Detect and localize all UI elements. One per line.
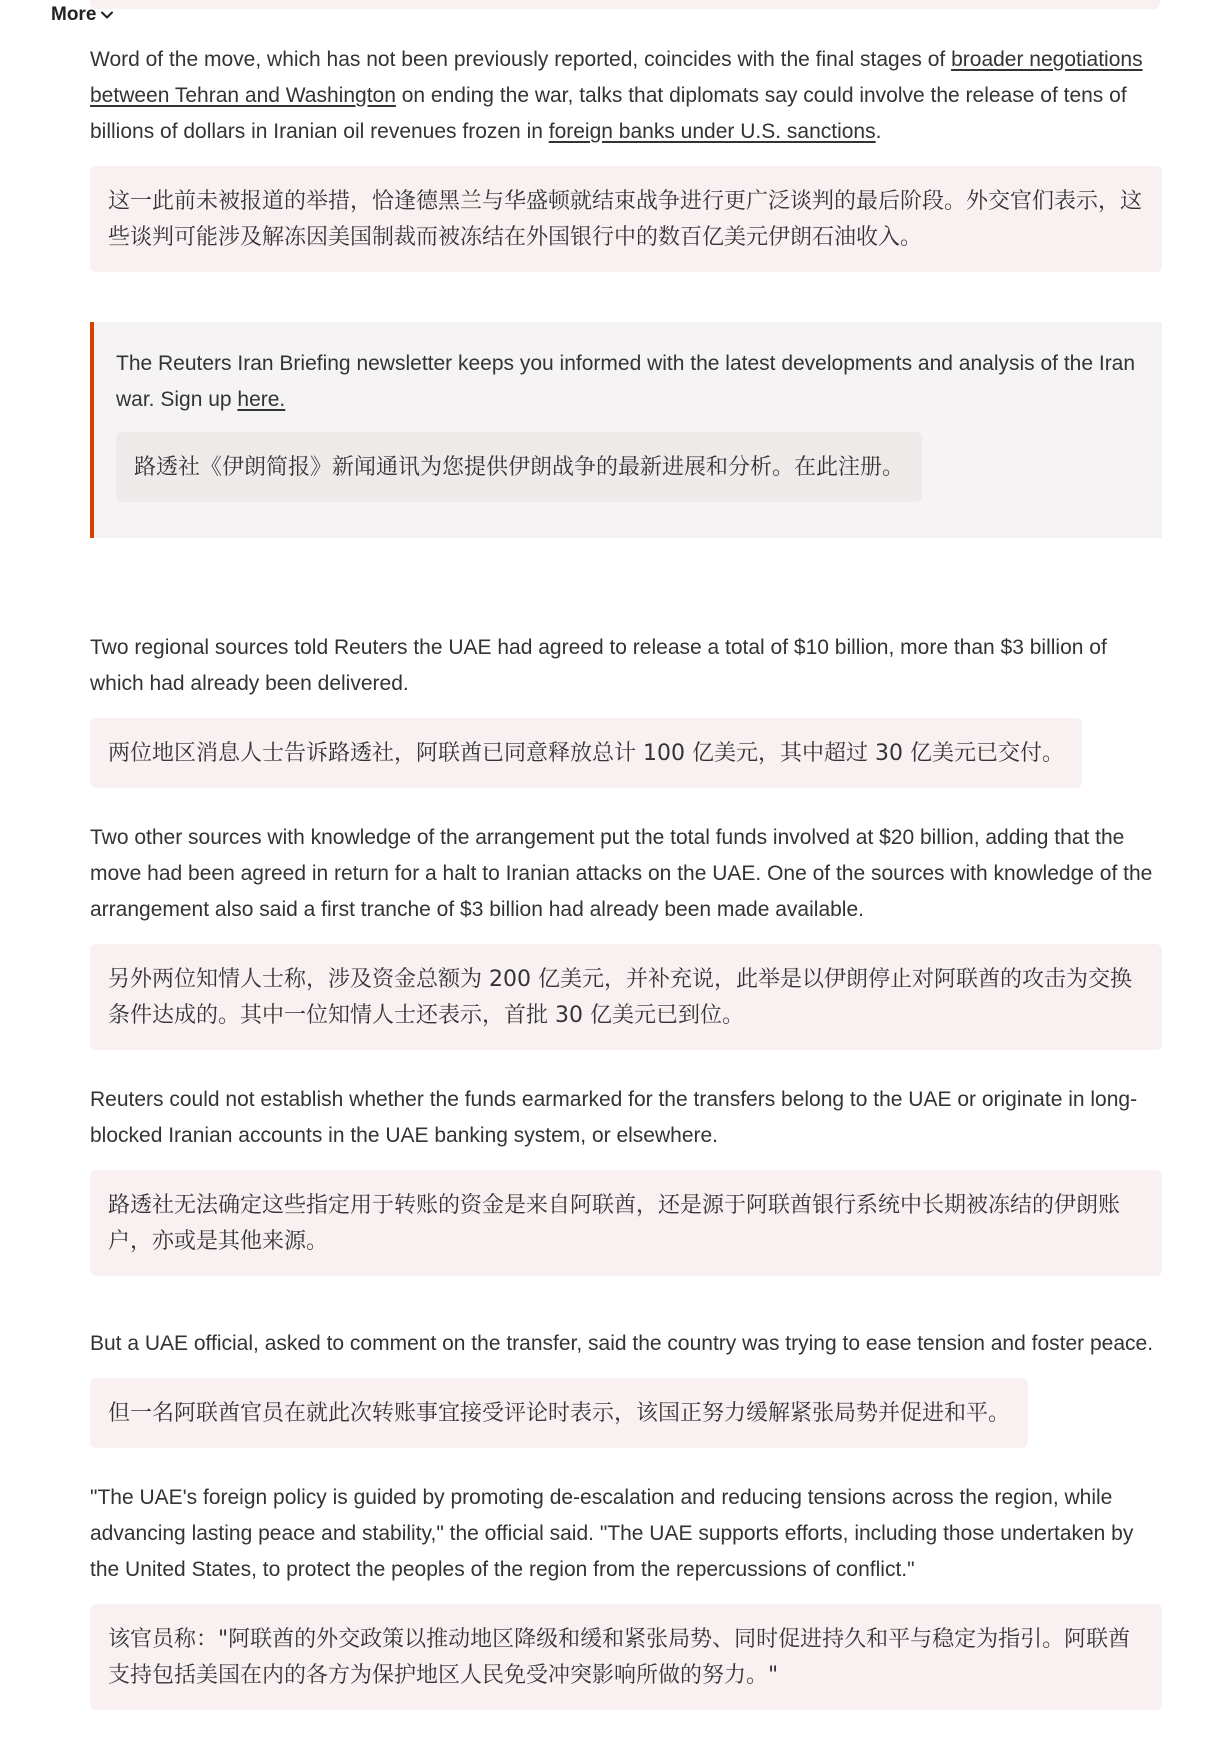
paragraph-block — [90, 820, 1162, 1050]
signup-link[interactable]: here. — [237, 388, 286, 411]
paragraph-block — [90, 1326, 1162, 1448]
sanctions-link[interactable]: foreign banks under U.S. sanctions — [548, 120, 876, 143]
paragraph-text: Two other sources with knowledge of the arrangement put the total funds involved at $20 billion, adding that the move had been agreed in return for a halt to Iranian attacks on the UAE. One of the sources with knowledge of the arrangement also said a first tranche of $3 billion had already been made available. — [90, 826, 1153, 921]
promo-text — [116, 346, 1138, 418]
paragraph-text-segment: . — [875, 120, 882, 143]
more-toggle[interactable] — [51, 4, 114, 26]
newsletter-promo — [90, 322, 1162, 538]
translation-block: 路透社无法确定这些指定用于转账的资金是来自阿联酋，还是源于阿联酋银行系统中长期被冻结的伊朗账户，亦或是其他来源。 — [90, 1170, 1162, 1276]
translation-block: 这一此前未被报道的举措，恰逢德黑兰与华盛顿就结束战争进行更广泛谈判的最后阶段。外交官们表示，这些谈判可能涉及解冻因美国制裁而被冻结在外国银行中的数百亿美元伊朗石油收入。 — [90, 166, 1162, 272]
translation-block: 另外两位知情人士称，涉及资金总额为 200 亿美元，并补充说，此举是以伊朗停止对阿联酋的攻击为交换条件达成的。其中一位知情人士还表示，首批 30 亿美元已到位。 — [90, 944, 1162, 1050]
paragraph-block — [90, 630, 1162, 788]
paragraph-text — [90, 42, 1162, 150]
paragraph-block — [90, 42, 1162, 272]
more-label: More — [51, 4, 97, 25]
chevron-down-icon — [100, 8, 114, 22]
translation-block: 该官员称："阿联酋的外交政策以推动地区降级和缓和紧张局势、同时促进持久和平与稳定为指引。阿联酋支持包括美国在内的各方为保护地区人民免受冲突影响所做的努力。" — [90, 1604, 1162, 1710]
paragraph-block — [90, 1082, 1162, 1276]
paragraph-text-segment: on ending the war, talks that diplomats say could involve the release of tens of billions of dollars in Iranian oil revenues frozen in — [90, 84, 1127, 143]
paragraph-text: But a UAE official, asked to comment on the transfer, said the country was trying to ease tension and foster peace. — [90, 1332, 1154, 1355]
previous-translation-block — [90, 0, 1160, 9]
promo-text-segment: The Reuters Iran Briefing newsletter keeps you informed with the latest developments and analysis of the Iran war. Sign up — [116, 352, 1136, 411]
translation-block: 两位地区消息人士告诉路透社，阿联酋已同意释放总计 100 亿美元，其中超过 30 亿美元已交付。 — [90, 718, 1082, 788]
paragraph-text: "The UAE's foreign policy is guided by promoting de-escalation and reducing tensions across the region, while advancing lasting peace and stability," the official said. "The UAE supports efforts, including those undertaken by the United States, to protect the peoples of the region from the repercussions of conflict." — [90, 1486, 1134, 1581]
translation-block: 但一名阿联酋官员在就此次转账事宜接受评论时表示，该国正努力缓解紧张局势并促进和平。 — [90, 1378, 1028, 1448]
negotiations-link[interactable]: broader negotiations between Tehran and Washington — [90, 48, 1143, 107]
promo-translation: 路透社《伊朗简报》新闻通讯为您提供伊朗战争的最新进展和分析。在此注册。 — [116, 432, 922, 502]
paragraph-text-segment: Word of the move, which has not been previously reported, coincides with the final stages of — [90, 48, 952, 71]
paragraph-text: Reuters could not establish whether the funds earmarked for the transfers belong to the UAE or originate in long-blocked Iranian accounts in the UAE banking system, or elsewhere. — [90, 1088, 1138, 1147]
paragraph-text: Two regional sources told Reuters the UAE had agreed to release a total of $10 billion, more than $3 billion of which had already been delivered. — [90, 636, 1107, 695]
paragraph-block — [90, 1480, 1162, 1710]
article-body — [90, 42, 1162, 1742]
